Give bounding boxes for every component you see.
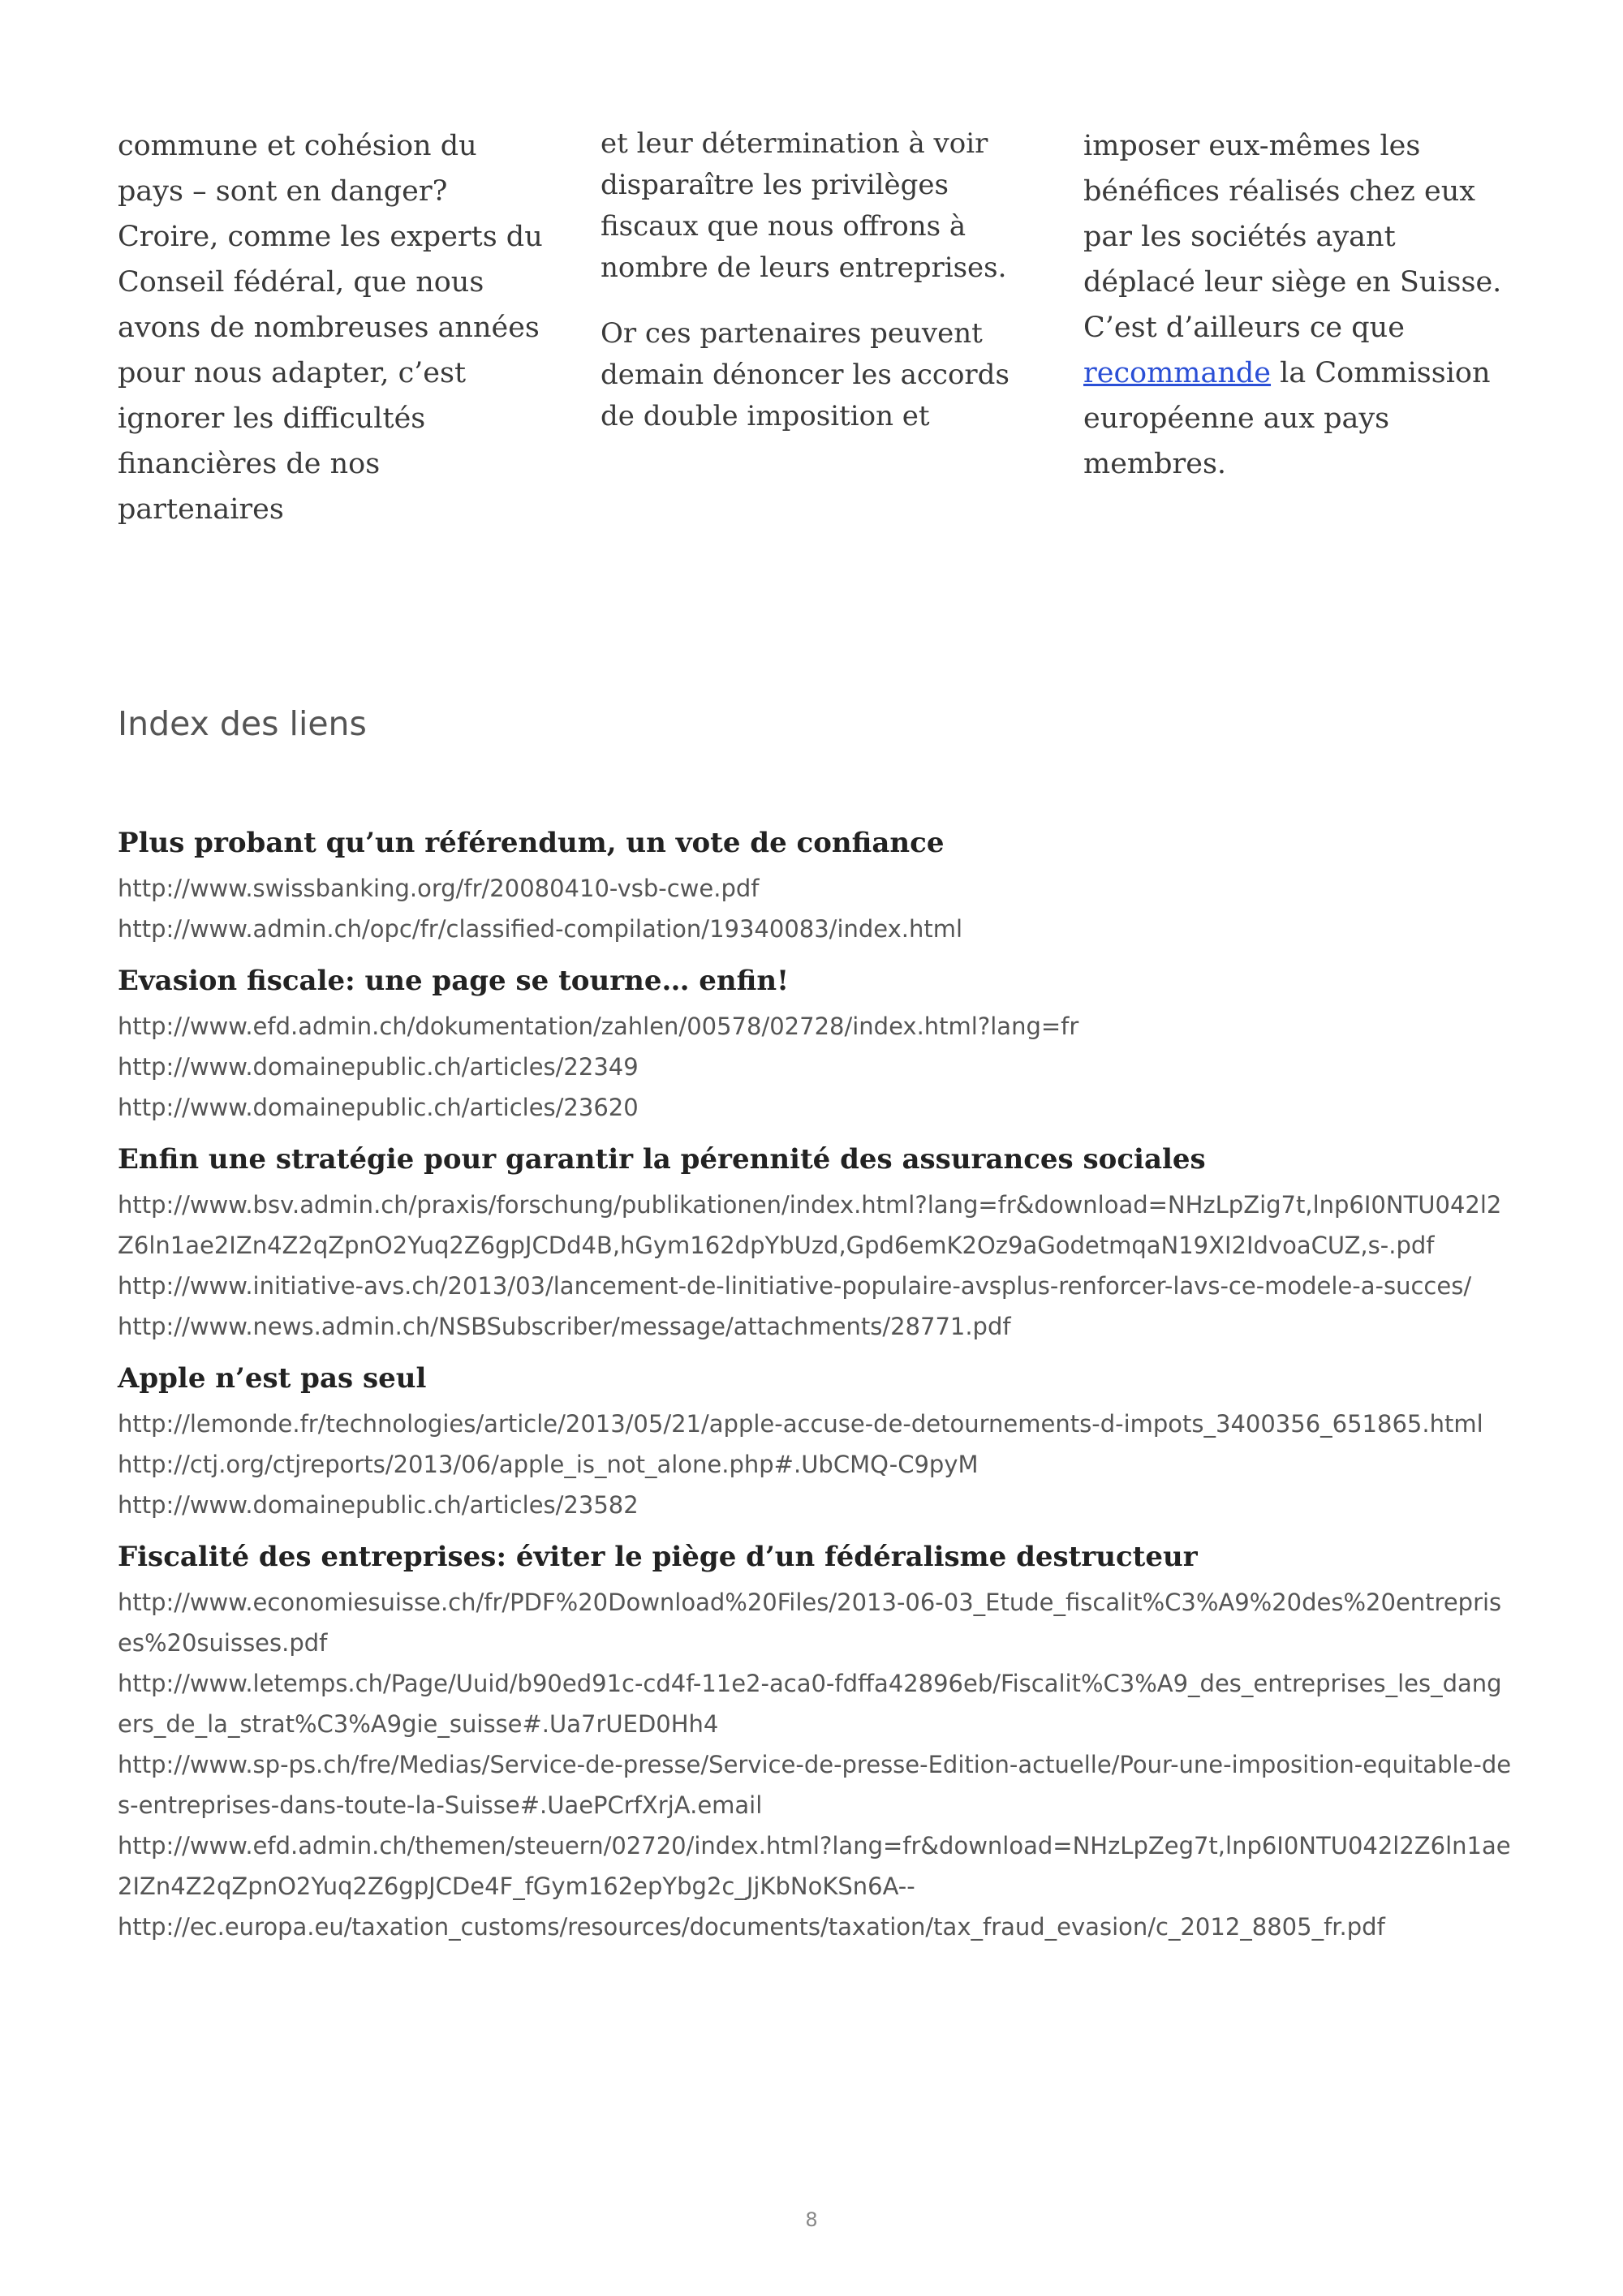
link-url[interactable]: http://www.letemps.ch/Page/Uuid/b90ed91c-cd4f-11e2-aca0-fdffa42896eb/Fiscalit%C3%A9_des_entreprises_les_dangers_de_la_strat%C3%A9gie_suisse#.Ua7rUED0Hh4: [118, 1670, 1502, 1738]
recommande-link[interactable]: recommande: [1083, 357, 1272, 389]
section-title: Enfin une stratégie pour garantir la pérennité des assurances sociales: [118, 1143, 1206, 1176]
link-url[interactable]: http://ec.europa.eu/taxation_customs/resources/documents/taxation/tax_fraud_evasion/c_2012_8805_fr.pdf: [118, 1913, 1385, 1941]
link-url[interactable]: http://www.domainepublic.ch/articles/23582: [118, 1491, 639, 1519]
link-url[interactable]: http://www.efd.admin.ch/dokumentation/zahlen/00578/02728/index.html?lang=fr: [118, 1013, 1079, 1040]
link-url[interactable]: http://www.domainepublic.ch/articles/22349: [118, 1053, 639, 1081]
index-section: [118, 1535, 1513, 1947]
column-3-text-before: imposer eux-mêmes les bénéfices réalisés chez eux par les sociétés ayant déplacé leur siège en Suisse. C’est d’ailleurs ce que: [1083, 130, 1502, 344]
page-number: 8: [805, 2208, 818, 2231]
article-column-2: [601, 123, 1031, 553]
section-title: Apple n’est pas seul: [118, 1362, 427, 1395]
link-url[interactable]: http://www.admin.ch/opc/fr/classified-compilation/19340083/index.html: [118, 915, 963, 943]
link-index: [118, 821, 1513, 1957]
article-columns: [118, 123, 1513, 553]
section-title: Evasion fiscale: une page se tourne… enfin!: [118, 965, 790, 997]
link-index-title: Index des liens: [118, 704, 367, 743]
link-url[interactable]: http://lemonde.fr/technologies/article/2013/05/21/apple-accuse-de-detournements-d-impots_3400356_651865.html: [118, 1410, 1483, 1438]
column-2-paragraph-2: Or ces partenaires peuvent demain dénoncer les accords de double imposition et: [601, 317, 1010, 432]
link-url[interactable]: http://www.economiesuisse.ch/fr/PDF%20Download%20Files/2013-06-03_Etude_fiscalit%C3%A9%20des%20entreprises%20suisses.pdf: [118, 1589, 1502, 1657]
article-column-1: [118, 123, 548, 553]
index-section: [118, 821, 1513, 949]
link-url[interactable]: http://ctj.org/ctjreports/2013/06/apple_is_not_alone.php#.UbCMQ-C9pyM: [118, 1451, 979, 1478]
section-title: Plus probant qu’un référendum, un vote de confiance: [118, 827, 945, 859]
index-section: [118, 1357, 1513, 1525]
section-title: Fiscalité des entreprises: éviter le piège d’un fédéralisme destructeur: [118, 1541, 1198, 1573]
column-3-paragraph-1: [1083, 123, 1513, 487]
article-column-3: [1083, 123, 1513, 553]
link-url[interactable]: http://www.news.admin.ch/NSBSubscriber/message/attachments/28771.pdf: [118, 1313, 1011, 1340]
link-url[interactable]: http://www.domainepublic.ch/articles/23620: [118, 1094, 639, 1121]
link-url[interactable]: http://www.swissbanking.org/fr/20080410-vsb-cwe.pdf: [118, 875, 760, 902]
column-2-paragraph-1: et leur détermination à voir disparaître les privilèges fiscaux que nous offrons à nombre de leurs entreprises.: [601, 127, 1007, 284]
link-url[interactable]: http://www.sp-ps.ch/fre/Medias/Service-de-presse/Service-de-presse-Edition-actuelle/Pour-une-imposition-equitable-des-entreprises-dans-toute-la-Suisse#.UaePCrfXrjA.email: [118, 1751, 1512, 1819]
index-section: [118, 1137, 1513, 1347]
index-section: [118, 959, 1513, 1128]
link-url[interactable]: http://www.initiative-avs.ch/2013/03/lancement-de-linitiative-populaire-avsplus-renforcer-lavs-ce-modele-a-succes/: [118, 1272, 1472, 1300]
link-url[interactable]: http://www.efd.admin.ch/themen/steuern/02720/index.html?lang=fr&download=NHzLpZeg7t,lnp6I0NTU042l2Z6ln1ae2IZn4Z2qZpnO2Yuq2Z6gpJCDe4F_fGym162epYbg2c_JjKbNoKSn6A--: [118, 1832, 1511, 1900]
column-1-paragraph-1: commune et cohésion du pays – sont en danger? Croire, comme les experts du Conseil fédéral, que nous avons de nombreuses années pour nous adapter, c’est ignorer les difficultés financières de nos partenaires: [118, 130, 543, 526]
column-3-text-after: la Commission européenne aux pays membres.: [1083, 357, 1491, 480]
link-url[interactable]: http://www.bsv.admin.ch/praxis/forschung/publikationen/index.html?lang=fr&download=NHzLpZig7t,lnp6I0NTU042l2Z6ln1ae2IZn4Z2qZpnO2Yuq2Z6gpJCDd4B,hGym162dpYbUzd,Gpd6emK2Oz9aGodetmqaN19XI2IdvoaCUZ,s-.pdf: [118, 1191, 1502, 1259]
